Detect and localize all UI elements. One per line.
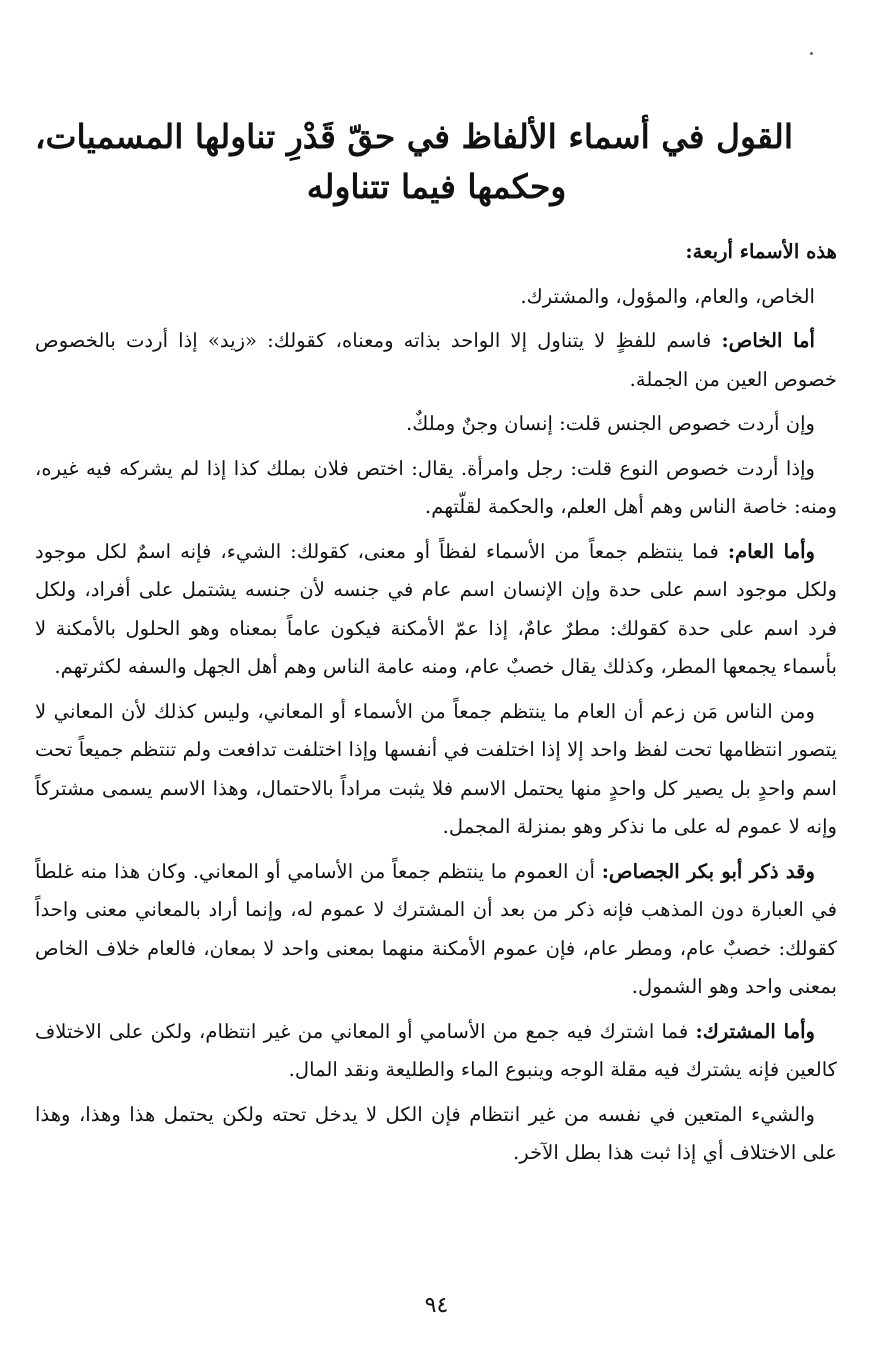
paragraph-amm [35,533,837,687]
chapter-title [34,112,793,212]
paragraph-species [35,450,837,527]
paragraph-intro-heading [35,233,837,272]
paragraph-text: أن العموم ما ينتظم جمعاً من الأسامي أو المعاني. وكان هذا منه غلطاً في العبارة دون المذهب فإنه ذكر من بعد أن المشترك لا عموم له، وإنما أراد بالمعاني معنى واحداً كقولك: خصبٌ عام، ومطر عام، فإن عموم الأمكنة منهما بمعنى واحد لا بمعان، فالعام خلاف الخاص بمعنى واحد وهو الشمول. [35,859,837,998]
paragraph-text: فما ينتظم جمعاً من الأسماء لفظاً أو معنى، كقولك: الشيء، فإنه اسمٌ لكل موجود ولكل موجود اسم على حدة وإن الإنسان اسم عام في جنسه لأن جنسه يشتمل على أفراد، ولكل فرد اسم على حدة كقولك: مطرٌ عامٌ، إذا عمّ الأمكنة فيكون عاماً بمعناه وهو الحلول بالأمكنة لا بأسماء يجمعها المطر، وكذلك يقال خصبٌ عام، ومنه عامة الناس وهم أهل الجهل والسفه لكثرتهم. [35,539,837,678]
paragraph-lead: هذه الأسماء أربعة: [685,240,837,263]
paragraph-text: ومن الناس مَن زعم أن العام ما ينتظم جمعاً من الأسماء أو المعاني، وليس كذلك لأن المعاني لا يتصور انتظامها تحت لفظ واحد إلا إذا اختلفت في أنفسها وإذا اختلفت تدافعت ولم تنتظم جميعاً تحت اسم واحدٍ بل يصير كل واحدٍ منها يحتمل الاسم فلا يثبت مراداً بالاحتمال، وهذا الاسم يسمى مشتركاً وإنه لا عموم له على ما نذكر وهو بمنزلة المجمل. [35,699,837,838]
paragraph-genus [35,405,837,444]
page-speck-mark [810,52,813,55]
paragraph-lead: وأما المشترك: [695,1019,815,1043]
paragraph-text: الخاص، والعام، والمؤول، والمشترك. [520,284,815,308]
paragraph-lead: وقد ذكر أبو بكر الجصاص: [601,859,815,883]
paragraph-list-types [35,278,837,317]
paragraph-text: فاسم للفظٍ لا يتناول إلا الواحد بذاته ومعناه، كقولك: «زيد» إذا أردت بالخصوص خصوص العين من الجملة. [35,329,837,391]
page-body [35,233,837,1179]
paragraph-text: فما اشترك فيه جمع من الأسامي أو المعاني من غير انتظام، ولكن على الاختلاف كالعين فإنه يشترك فيه مقلة الوجه وينبوع الماء والطليعة ونقد المال. [35,1019,837,1081]
chapter-title-line-1: القول في أسماء الألفاظ في حقّ قَدْرِ تناولها المسميات، [34,117,793,156]
chapter-title-line-2: وحكمها فيما تتناوله [306,167,567,206]
paragraph-text: والشيء المتعين في نفسه من غير انتظام فإن الكل لا يدخل تحته ولكن يحتمل هذا وهذا، وهذا على الاختلاف أي إذا ثبت هذا بطل الآخر. [35,1102,837,1164]
paragraph-jassas [35,853,837,1007]
paragraph-lead: وأما العام: [727,539,815,563]
page-number: ٩٤ [424,1293,449,1318]
paragraph-text: وإذا أردت خصوص النوع قلت: رجل وامرأة. يقال: اختص فلان بملك كذا إذا لم يشركه فيه غيره، ومنه: خاصة الناس وهم أهل العلم، والحكمة لقلّتهم. [35,456,837,518]
paragraph-lead: أما الخاص: [721,329,815,352]
paragraph-mushtarak [35,1013,837,1090]
paragraph-khass [35,322,837,399]
paragraph-opinion [35,693,837,847]
paragraph-text: وإن أردت خصوص الجنس قلت: إنسان وجنٌ وملكٌ. [406,412,815,435]
paragraph-final [35,1096,837,1173]
